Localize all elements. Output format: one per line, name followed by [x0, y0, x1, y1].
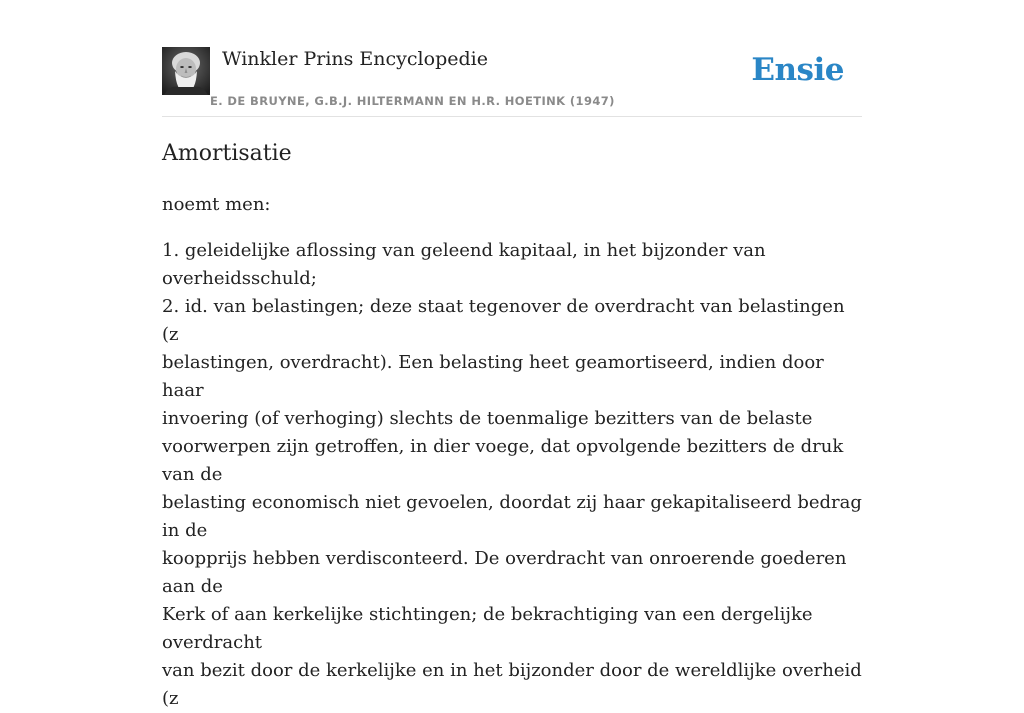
body-line: overheidsschuld;: [162, 268, 317, 289]
body-line: van bezit door de kerkelijke en in het bijzonder door de wereldlijke overheid (z: [162, 660, 862, 709]
body-line: Kerk of aan kerkelijke stichtingen; de bekrachtiging van een dergelijke overdracht: [162, 604, 813, 653]
avatar[interactable]: [162, 47, 210, 95]
body-line: belasting economisch niet gevoelen, doordat zij haar gekapitaliseerd bedrag in de: [162, 492, 862, 541]
article-intro: noemt men:: [162, 194, 271, 215]
body-line: belastingen, overdracht). Een belasting heet geamortiseerd, indien door haar: [162, 352, 824, 401]
body-line: invoering (of verhoging) slechts de toenmalige bezitters van de belaste: [162, 408, 813, 429]
body-line: 2. id. van belastingen; deze staat tegenover de overdracht van belastingen (z: [162, 296, 845, 345]
bearded-man-portrait-icon: [162, 47, 210, 95]
source-header: [162, 44, 862, 117]
body-line: koopprijs hebben verdisconteerd. De overdracht van onroerende goederen aan de: [162, 548, 847, 597]
article: [162, 138, 862, 713]
source-title[interactable]: Winkler Prins Encyclopedie: [222, 48, 488, 70]
body-line: voorwerpen zijn getroffen, in dier voege, dat opvolgende bezitters de druk van de: [162, 436, 844, 485]
article-body: [162, 237, 862, 713]
source-authors: E. DE BRUYNE, G.B.J. HILTERMANN EN H.R. HOETINK (1947): [210, 94, 615, 108]
brand-logo[interactable]: Ensie: [751, 52, 844, 88]
body-line: 1. geleidelijke aflossing van geleend kapitaal, in het bijzonder van: [162, 240, 766, 261]
article-title: Amortisatie: [162, 141, 292, 166]
